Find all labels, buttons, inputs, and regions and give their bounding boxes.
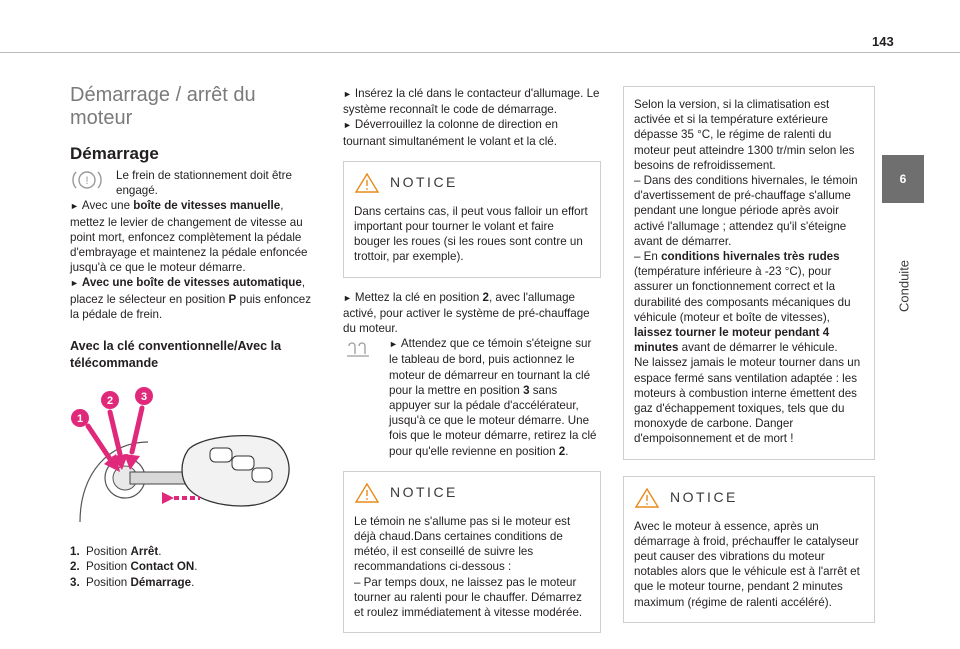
callout-2: 2 — [106, 395, 114, 408]
wait-paragraph: ► Attendez que ce témoin s'éteigne sur le tableau de bord, puis actionnez le moteur de démarreur en tournant la clé pour la mettre en position 3 sans appuyer sur la pédale d'accélérateur, jusqu'à ce que le moteur démarre. Une fois que le moteur démarre, retirez la clé pour qu'elle revienne en position 2. — [343, 336, 601, 459]
column-1 — [70, 84, 318, 590]
preheat-paragraph: ► Mettez la clé en position 2, avec l'allumage activé, pour activer le système de pré-chauffage du moteur. — [343, 290, 590, 336]
notice-title: NOTICE — [390, 484, 458, 501]
manual-gearbox-paragraph: ► Avec une boîte de vitesses manuelle, mettez le levier de changement de vitesse au point mort, enfoncez complètement la pédale d'embrayage et maintenez la pédale enfoncée jusqu'à ce que le moteur démarre. — [70, 199, 308, 275]
list-item: 3. Position Démarrage. — [70, 575, 195, 589]
warning-triangle-icon — [634, 487, 660, 509]
chapter-number: 6 — [899, 172, 907, 186]
bullet-arrow-icon: ► — [343, 292, 352, 303]
section-title: Démarrage / arrêt du moteur — [70, 84, 256, 129]
page-number: 143 — [872, 34, 894, 49]
list-item: 1. Position Arrêt. — [70, 545, 162, 559]
winter-text: – Dans des conditions hivernales, le témoin d'avertissement de pré-chauffage s'allume pendant une longue période après avoir activé l'allumage ; attendez qu'il s'éteigne avant de démarrer. — [634, 174, 858, 248]
bullet-arrow-icon: ► — [343, 120, 352, 131]
notice-title: NOTICE — [670, 489, 738, 506]
brake-text: Le frein de stationnement doit être engagé. — [116, 169, 292, 198]
insert-key-paragraph: ► Insérez la clé dans le contacteur d'allumage. Le système reconnaît le code de démarrage. — [343, 87, 600, 117]
key-ignition-figure — [70, 382, 298, 528]
auto-gearbox-paragraph: ► Avec une boîte de vitesses automatique, placez le sélecteur en position P puis enfoncez la pédale de frein. — [70, 276, 312, 321]
heading-key: Avec la clé conventionnelle/Avec la télécommande — [70, 339, 282, 371]
unlock-steering-paragraph: ► Déverrouillez la colonne de direction en tournant simultanément le volant et la clé. — [343, 118, 558, 148]
notice-box-3 — [623, 476, 875, 623]
notice-text: Le témoin ne s'allume pas si le moteur est déjà chaud.Dans certaines conditions de météo, il est conseillé de suivre les recommandations ci-dessous : – Par temps doux, ne laissez pas le moteur tourner au ralenti pour le chauffer. Démarrez et roulez immédiatement à vitesse modérée. — [354, 514, 583, 620]
notice-box-2 — [343, 471, 601, 633]
column-2 — [343, 86, 601, 645]
notice-box-1 — [343, 161, 601, 278]
preheat-glow-icon — [343, 336, 377, 360]
notice-text: Dans certains cas, il peut vous falloir un effort important pour tourner le volant et faire bouger les roues (si les roues sont contre un trottoir, par exemple). — [354, 204, 588, 264]
callout-1: 1 — [76, 413, 84, 426]
bullet-arrow-icon: ► — [343, 89, 352, 99]
svg-text:!: ! — [85, 175, 89, 187]
list-item: 2. Position Contact ON. — [70, 560, 198, 574]
harsh-winter-text: – En conditions hivernales très rudes (température inférieure à -23 °C), pour assurer un fonctionnement correct et la durabilité des composants mécaniques du véhicule (moteur et boîte de vitesses), laissez tourner le moteur pendant 4 minutes avant de démarrer le véhicule. — [634, 250, 851, 355]
bullet-arrow-icon: ► — [70, 201, 79, 212]
bullet-arrow-icon: ► — [70, 278, 79, 289]
callout-3: 3 — [140, 391, 148, 404]
info-box — [623, 86, 875, 460]
warning-triangle-icon — [354, 482, 380, 504]
warning-triangle-icon — [354, 172, 380, 194]
header-rule — [0, 52, 960, 53]
chapter-tab — [882, 155, 924, 203]
notice-text: Avec le moteur à essence, après un démarrage à froid, préchauffer le catalyseur peut causer des vibrations du moteur notables alors que le véhicule est à l'arrêt et que le moteur tourne, pendant 2 minutes maximum (régime de ralenti accéléré). — [634, 519, 860, 609]
chapter-label-text: Conduite — [896, 259, 912, 312]
position-list — [70, 544, 318, 590]
ventilation-warning-text: Ne laissez jamais le moteur tourner dans un espace fermé sans ventilation adaptée : les moteurs à combustion interne émettent des gaz d'échappement toxiques, tels que du monoxyde de carbone. Danger d'empoisonnement et de mort ! — [634, 356, 861, 446]
parking-brake-icon — [70, 168, 104, 192]
brake-paragraph — [70, 168, 318, 198]
column-3 — [623, 86, 875, 635]
heading-demarrage: Démarrage — [70, 144, 159, 163]
bullet-arrow-icon: ► — [389, 339, 398, 350]
notice-title: NOTICE — [390, 174, 458, 191]
chapter-label — [894, 212, 914, 312]
idle-speed-text: Selon la version, si la climatisation est activée et si la température extérieure dépasse 35 °C, le régime de ralenti du moteur peut atteindre 1300 tr/min selon les besoins de refroidissement. — [634, 98, 855, 172]
